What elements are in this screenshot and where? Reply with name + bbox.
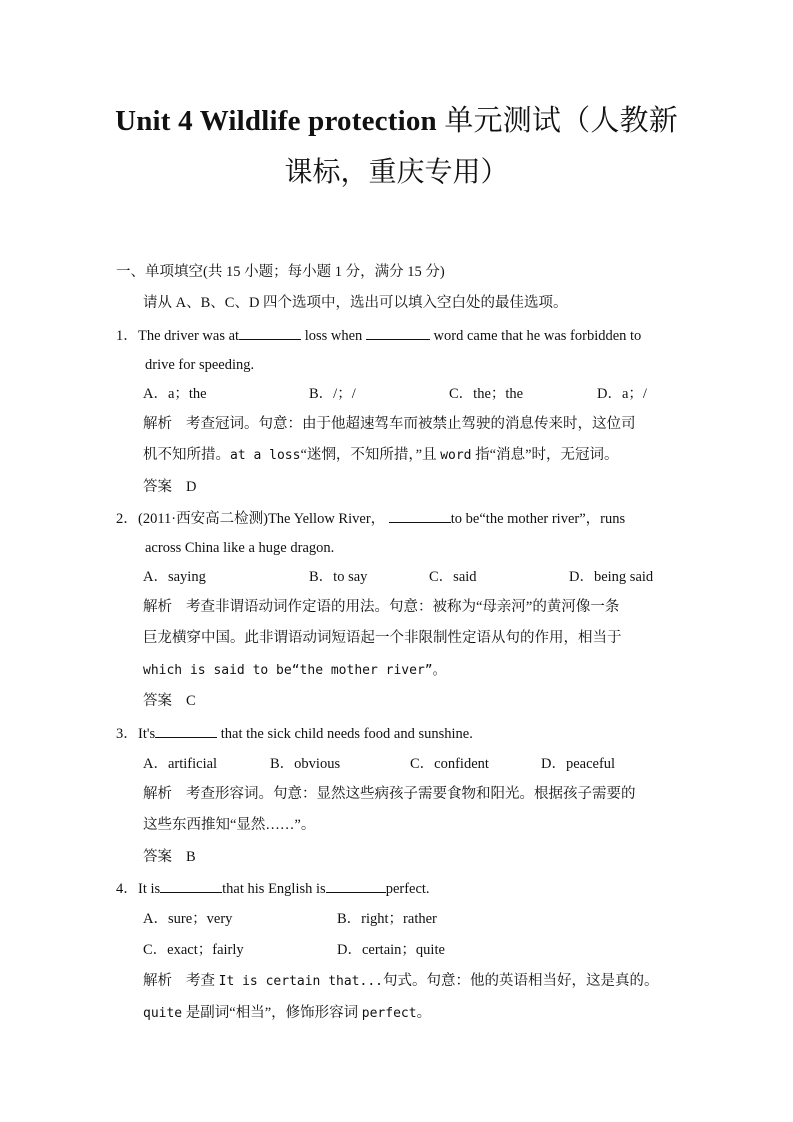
- analysis-text: 。: [416, 1005, 432, 1021]
- analysis-phrase: quite: [143, 1006, 183, 1021]
- blank-line: [160, 878, 222, 893]
- analysis-label: 解析: [143, 973, 172, 989]
- analysis-label: 解析: [143, 416, 172, 432]
- section-instruction: 请从 A、B、C、D 四个选项中，选出可以填入空白处的最佳选项。: [143, 295, 568, 311]
- blank-line: [389, 508, 451, 523]
- analysis-text: 句式。句意：他的英语相当好，这是真的。: [383, 973, 659, 989]
- question-1-stem-cont: drive for speeding.: [145, 357, 255, 373]
- question-number: 1．: [116, 328, 138, 344]
- option-d: D．a；/: [597, 386, 647, 402]
- analysis-text: 考查: [186, 973, 215, 989]
- option-c: C．the；the: [449, 386, 524, 402]
- analysis-label: 解析: [143, 599, 172, 615]
- blank-line: [155, 723, 217, 738]
- analysis-text: 考查冠词。句意：由于他超速驾车而被禁止驾驶的消息传来时，这位司: [186, 416, 636, 432]
- question-number: 2．: [116, 511, 138, 527]
- answer-label: 答案: [143, 849, 172, 865]
- option-b: B．to say: [309, 569, 368, 585]
- stem-text: It is: [138, 881, 161, 897]
- stem-text: The driver was at: [138, 328, 240, 344]
- analysis-text: “迷惘，不知所措，”且: [300, 447, 437, 463]
- option-a: A．saying: [143, 569, 206, 585]
- analysis-phrase: “the mother river”。: [291, 663, 446, 678]
- question-1-analysis-cont: [143, 445, 619, 466]
- analysis-phrase: which is said to be: [143, 663, 292, 678]
- option-d: D．being said: [569, 569, 654, 585]
- blank-line: [239, 325, 301, 340]
- question-2-analysis-cont: 巨龙横穿中国。此非谓语动词短语起一个非限制性定语从句的作用，相当于: [143, 630, 622, 646]
- analysis-text: 指“消息”时，无冠词。: [475, 447, 619, 463]
- stem-text: loss when: [304, 328, 363, 344]
- stem-text: word came that he was forbidden to: [433, 328, 642, 344]
- page-subtitle: 课标，重庆专用）: [284, 155, 509, 188]
- question-2-analysis: [143, 597, 619, 617]
- answer-value: B: [186, 849, 196, 865]
- question-3-stem: [116, 723, 473, 744]
- question-number: 3．: [116, 726, 138, 742]
- stem-text: that his English is: [222, 881, 326, 897]
- analysis-phrase: perfect: [361, 1006, 417, 1021]
- blank-line: [326, 878, 386, 893]
- question-2-stem-cont: across China like a huge dragon.: [145, 540, 335, 556]
- question-1-analysis: [143, 414, 636, 434]
- option-d: D．certain；quite: [337, 942, 445, 958]
- question-2-stem: [116, 508, 625, 529]
- question-3-analysis-cont: 这些东西推知“显然……”。: [143, 817, 316, 833]
- option-c: C．exact；fairly: [143, 942, 244, 958]
- option-b: B．obvious: [270, 756, 341, 772]
- answer-label: 答案: [143, 479, 172, 495]
- option-d: D．peaceful: [541, 756, 616, 772]
- option-a: A．sure；very: [143, 911, 233, 927]
- option-a: A．a；the: [143, 386, 207, 402]
- answer-label: 答案: [143, 693, 172, 709]
- option-b: B．right；rather: [337, 911, 437, 927]
- blank-line: [366, 325, 430, 340]
- question-4-analysis-cont: [143, 1003, 431, 1024]
- analysis-phrase: at a loss: [230, 448, 301, 463]
- title-english: Unit 4 Wildlife protection: [115, 105, 437, 137]
- question-3-answer: [143, 847, 196, 867]
- question-number: 4．: [116, 881, 138, 897]
- option-c: C．said: [429, 569, 477, 585]
- stem-text: (2011·西安高二检测)The Yellow River，: [138, 511, 386, 527]
- stem-text: to be“the mother river”，runs: [450, 511, 626, 527]
- question-4-stem: [116, 878, 430, 899]
- stem-text: perfect.: [385, 881, 430, 897]
- option-c: C．confident: [410, 756, 489, 772]
- option-b: B．/；/: [309, 386, 356, 402]
- answer-value: C: [186, 693, 196, 709]
- stem-text: that the sick child needs food and sunshine.: [220, 726, 473, 742]
- analysis-text: 机不知所措。: [143, 447, 230, 463]
- question-1-answer: [143, 477, 196, 497]
- page-title: [0, 98, 793, 139]
- option-a: A．artificial: [143, 756, 218, 772]
- section-heading: 一、单项填空(共 15 小题；每小题 1 分，满分 15 分): [116, 264, 445, 280]
- question-4-analysis: [143, 971, 659, 992]
- answer-value: D: [186, 479, 197, 495]
- title-chinese: 单元测试（人教新: [444, 103, 678, 137]
- analysis-text: 考查非谓语动词作定语的用法。句意：被称为“母亲河”的黄河像一条: [186, 599, 620, 615]
- question-2-answer: [143, 691, 196, 711]
- analysis-label: 解析: [143, 786, 172, 802]
- question-1-stem: [116, 325, 641, 346]
- analysis-text: 考查形容词。句意：显然这些病孩子需要食物和阳光。根据孩子需要的: [186, 786, 636, 802]
- analysis-phrase: It is certain that...: [218, 974, 383, 989]
- analysis-text: 是副词“相当”，修饰形容词: [185, 1005, 359, 1021]
- question-2-analysis-cont2: [143, 660, 446, 681]
- question-3-analysis: [143, 784, 636, 804]
- analysis-phrase: word: [440, 448, 472, 463]
- stem-text: It's: [138, 726, 156, 742]
